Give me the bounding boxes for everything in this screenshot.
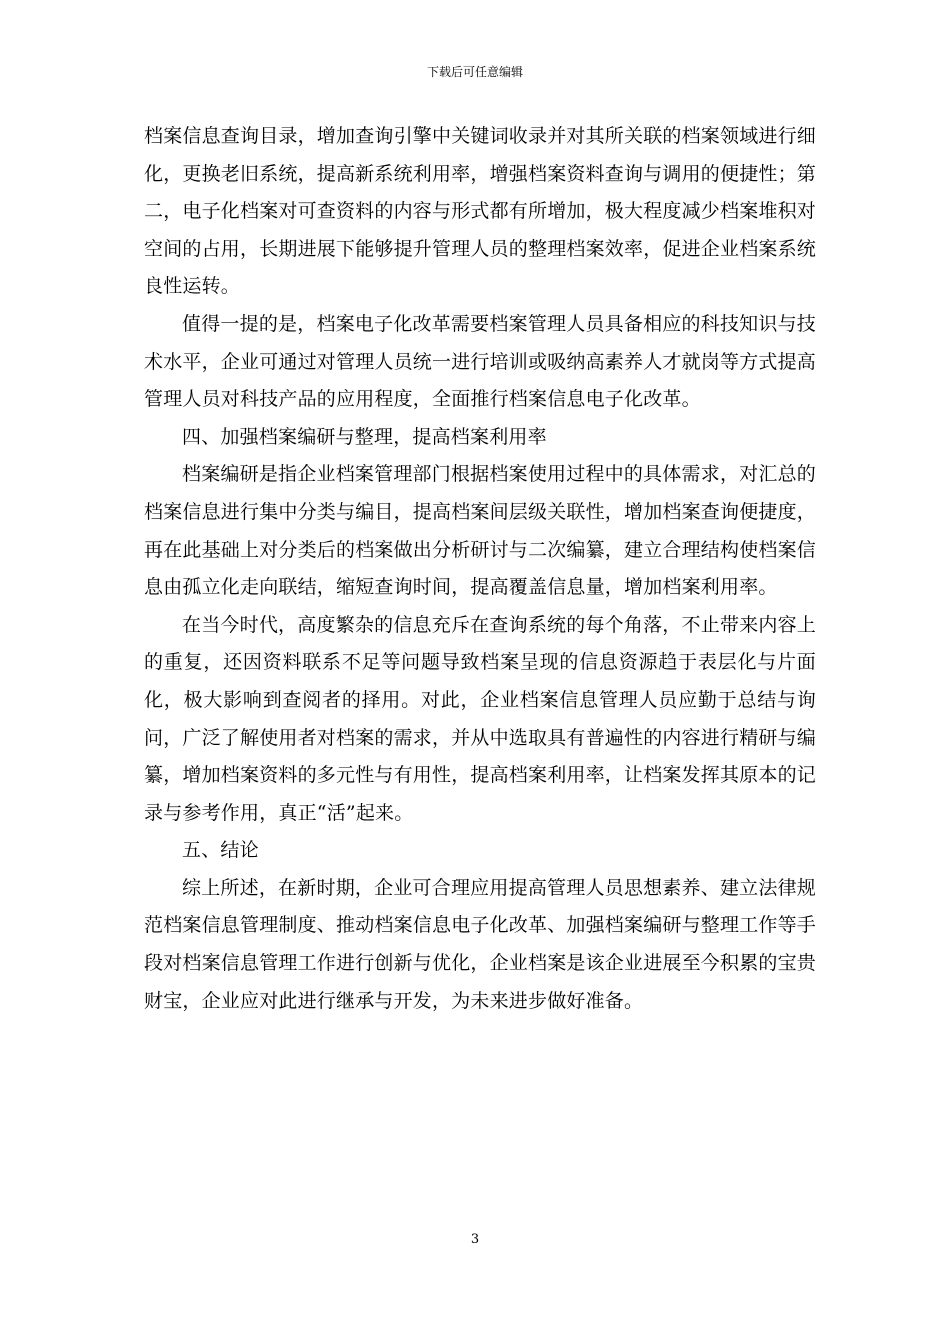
paragraph-staff-training: 值得一提的是，档案电子化改革需要档案管理人员具备相应的科技知识与技术水平，企业可通过对管理人员统一进行培训或吸纳高素养人才就岗等方式提高管理人员对科技产品的应用程度，全面推行档案信息电子化改革。	[144, 312, 817, 411]
paragraph-conclusion: 综上所述，在新时期，企业可合理应用提高管理人员思想素养、建立法律规范档案信息管理制度、推动档案信息电子化改革、加强档案编研与整理工作等手段对档案信息管理工作进行创新与优化，企业档案是该企业进展至今积累的宝贵财宝，企业应对此进行继承与开发，为未来进步做好准备。	[144, 876, 817, 1012]
section-heading-5: 五、结论	[182, 839, 259, 862]
paragraph-archive-compilation: 档案编研是指企业档案管理部门根据档案使用过程中的具体需求，对汇总的档案信息进行集中分类与编目，提高档案间层级关联性，增加档案查询便捷度，再在此基础上对分类后的档案做出分析研讨与二次编纂，建立合理结构使档案信息由孤立化走向联结，缩短查询时间，提高覆盖信息量，增加档案利用率。	[144, 463, 817, 599]
paragraph-information-overload: 在当今时代，高度繁杂的信息充斥在查询系统的每个角落，不止带来内容上的重复，还因资料联系不足等问题导致档案呈现的信息资源趋于表层化与片面化，极大影响到查阅者的择用。对此，企业档案信息管理人员应勤于总结与询问，广泛了解使用者对档案的需求，并从中选取具有普遍性的内容进行精研与编纂，增加档案资料的多元性与有用性，提高档案利用率，让档案发挥其原本的记录与参考作用，真正“活”起来。	[144, 613, 817, 824]
section-heading-4: 四、加强档案编研与整理，提高档案利用率	[182, 425, 547, 448]
page-number: 3	[470, 1232, 480, 1247]
paragraph-electronic-archive-benefits: 档案信息查询目录，增加查询引擎中关键词收录并对其所关联的档案领域进行细化，更换老旧系统，提高新系统利用率，增强档案资料查询与调用的便捷性；第二，电子化档案对可查资料的内容与形式都有所增加，极大程度减少档案堆积对空间的占用，长期进展下能够提升管理人员的整理档案效率，促进企业档案系统良性运转。	[144, 125, 817, 298]
page-header: 下载后可任意编辑	[426, 65, 523, 79]
document-body	[144, 118, 816, 1020]
